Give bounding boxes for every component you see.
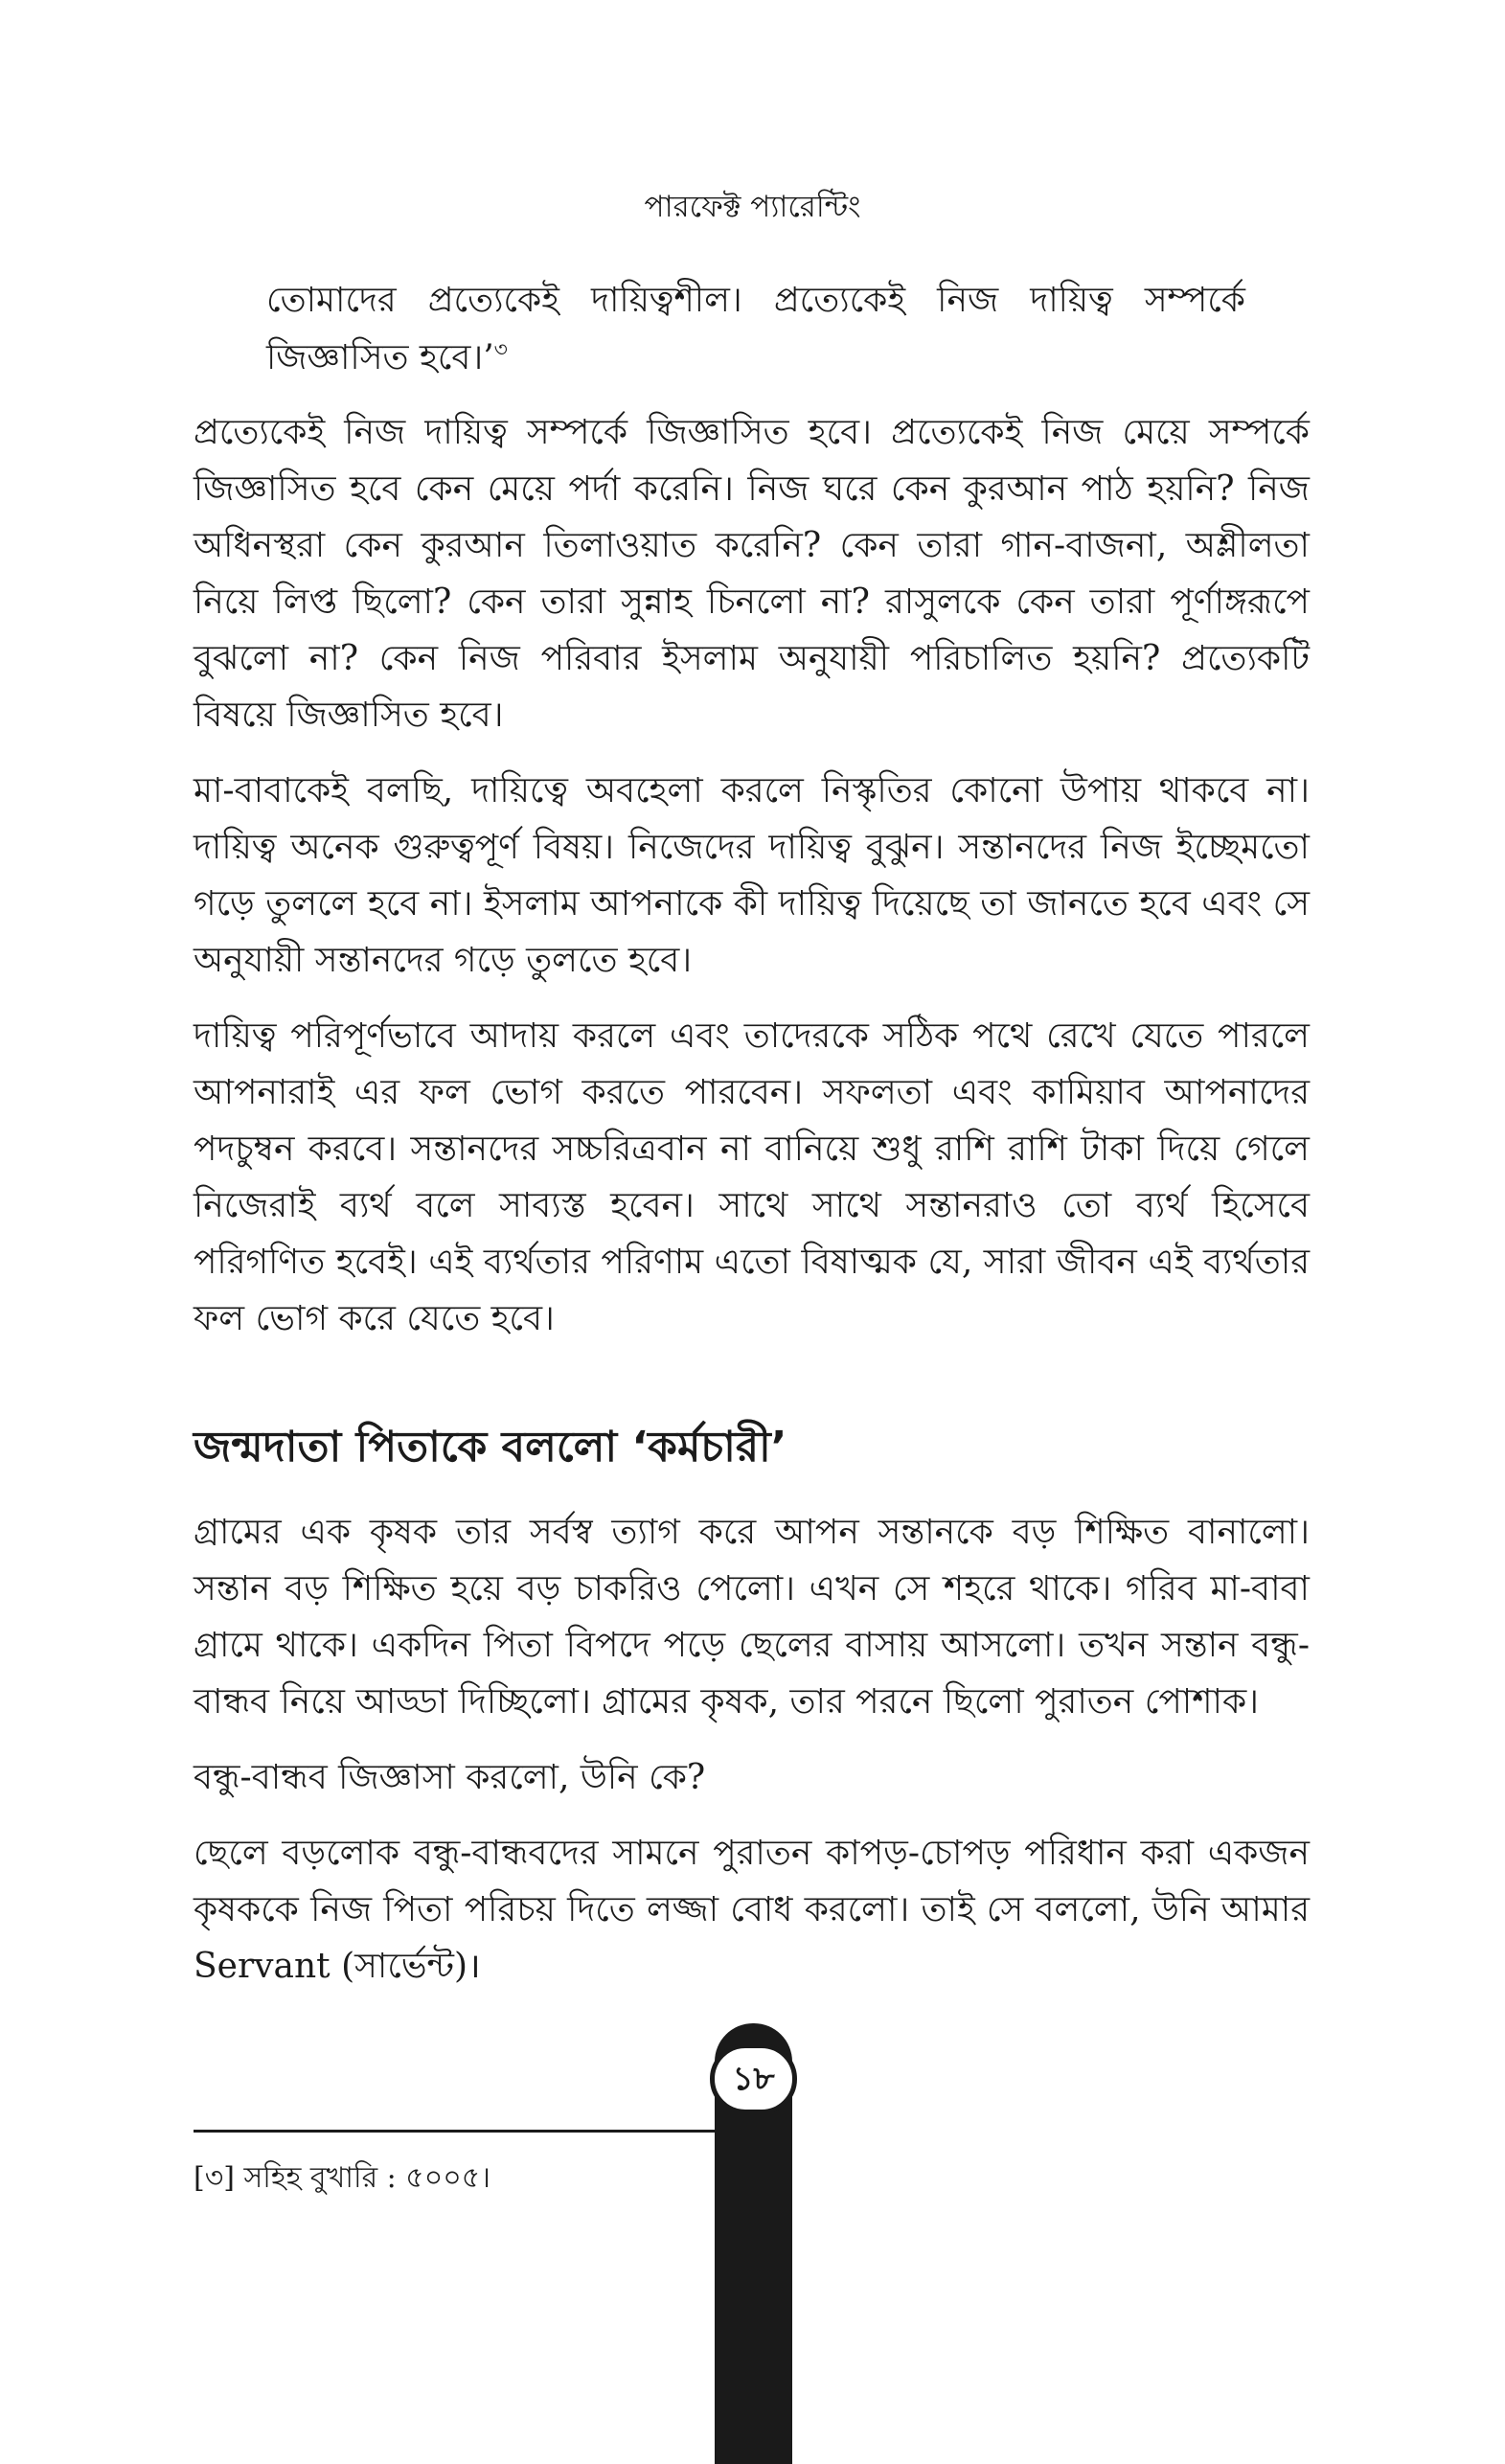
quote-block	[266, 272, 1245, 387]
paragraph: বন্ধু-বান্ধব জিজ্ঞাসা করলো, উনি কে?	[194, 1758, 706, 1797]
paragraph: ছেলে বড়লোক বন্ধু-বান্ধবদের সামনে পুরাতন কাপড়-চোপড় পরিধান করা একজন কৃষককে নিজ পিতা পরিচয় দিতে লজ্জা বোধ করলো। তাই সে বললো, উনি আমার Servant (সার্ভেন্ট)।	[194, 1834, 1310, 1986]
paragraph: প্রত্যেকেই নিজ দায়িত্ব সম্পর্কে জিজ্ঞাসিত হবে। প্রত্যেকেই নিজ মেয়ে সম্পর্কে জিজ্ঞাসিত হবে কেন মেয়ে পর্দা করেনি। নিজ ঘরে কেন কুরআন পাঠ হয়নি? নিজ অধিনস্থরা কেন কুরআন তিলাওয়াত করেনি? কেন তারা গান-বাজনা, অশ্লীলতা নিয়ে লিপ্ত ছিলো? কেন তারা সুন্নাহ চিনলো না? রাসুলকে কেন তারা পূর্ণাঙ্গরূপে বুঝলো না? কেন নিজ পরিবার ইসলাম অনুযায়ী পরিচালিত হয়নি? প্রত্যেকটি বিষয়ে জিজ্ঞাসিত হবে।	[194, 413, 1310, 735]
paragraph: গ্রামের এক কৃষক তার সর্বস্ব ত্যাগ করে আপন সন্তানকে বড় শিক্ষিত বানালো। সন্তান বড় শিক্ষিত হয়ে বড় চাকরিও পেলো। এখন সে শহরে থাকে। গরিব মা-বাবা গ্রামে থাকে। একদিন পিতা বিপদে পড়ে ছেলের বাসায় আসলো। তখন সন্তান বন্ধু-বান্ধব নিয়ে আড্ডা দিচ্ছিলো। গ্রামের কৃষক, তার পরনে ছিলো পুরাতন পোশাক।	[194, 1513, 1310, 1722]
section-heading: জন্মদাতা পিতাকে বললো ‘কর্মচারী’	[194, 1423, 787, 1472]
paragraph: দায়িত্ব পরিপূর্ণভাবে আদায় করলে এবং তাদেরকে সঠিক পথে রেখে যেতে পারলে আপনারাই এর ফল ভোগ করতে পারবেন। সফলতা এবং কামিয়াব আপনাদের পদচুম্বন করবে। সন্তানদের সচ্চরিত্রবান না বানিয়ে শুধু রাশি রাশি টাকা দিয়ে গেলে নিজেরাই ব্যর্থ বলে সাব্যস্ত হবেন। সাথে সাথে সন্তানরাও তো ব্যর্থ হিসেবে পরিগণিত হবেই। এই ব্যর্থতার পরিণাম এতো বিষাত্মক যে, সারা জীবন এই ব্যর্থতার ফল ভোগ করে যেতে হবে।	[194, 1016, 1310, 1338]
quote-text: তোমাদের প্রত্যেকেই দায়িত্বশীল। প্রত্যেকেই নিজ দায়িত্ব সম্পর্কে জিজ্ঞাসিত হবে।’	[266, 281, 1245, 377]
running-head: পারফেক্ট প্যারেন্টিং	[644, 190, 861, 224]
footnote: [৩] সহিহ বুখারি : ৫০০৫।	[194, 2161, 490, 2195]
body-text-section	[194, 1504, 1310, 1995]
footnote-divider	[194, 2130, 753, 2133]
body-text-top	[194, 404, 1310, 1347]
page-number: ১৮	[710, 2043, 797, 2114]
footnote-ref: ৩	[493, 338, 508, 362]
paragraph: মা-বাবাকেই বলছি, দায়িত্বে অবহেলা করলে নিস্কৃতির কোনো উপায় থাকবে না। দায়িত্ব অনেক গুরুত্বপূর্ণ বিষয়। নিজেদের দায়িত্ব বুঝুন। সন্তানদের নিজ ইচ্ছেমতো গড়ে তুললে হবে না। ইসলাম আপনাকে কী দায়িত্ব দিয়েছে তা জানতে হবে এবং সে অনুযায়ী সন্তানদের গড়ে তুলতে হবে।	[194, 771, 1310, 980]
